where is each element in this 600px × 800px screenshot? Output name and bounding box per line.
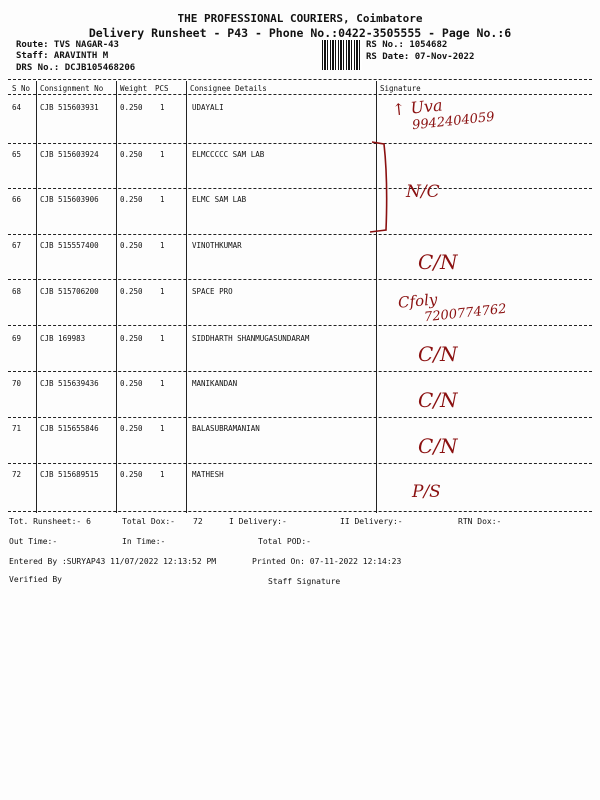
company-title: THE PROFESSIONAL COURIERS, Coimbatore <box>177 12 423 25</box>
row-divider <box>8 325 592 326</box>
table-row-weight: 0.250 <box>120 424 143 433</box>
table-row-consignee: VINOTHKUMAR <box>192 241 242 250</box>
table-row-pcs: 1 <box>160 195 165 204</box>
table-row-sno: 71 <box>12 424 22 433</box>
rs-no-label: RS No.: 1054682 <box>366 40 448 50</box>
signature-text-69: C/N <box>418 342 458 366</box>
table-header-rule <box>8 94 592 95</box>
total-pod: Total POD:- <box>258 537 311 546</box>
entered-by: Entered By :SURYAP43 11/07/2022 12:13:52 PM <box>9 557 217 566</box>
row-divider <box>8 143 592 144</box>
table-row-weight: 0.250 <box>120 103 143 112</box>
table-row-weight: 0.250 <box>120 195 143 204</box>
table-row-consignment: CJB 515655846 <box>40 424 99 433</box>
out-time: Out Time:- <box>9 537 58 546</box>
ii-delivery: II Delivery:- <box>340 517 403 526</box>
table-row-consignment: CJB 515557400 <box>40 241 99 250</box>
col-header-weight: Weight <box>120 84 148 93</box>
row-divider <box>8 511 592 512</box>
route-label: Route: TVS NAGAR-43 <box>16 40 119 50</box>
col-header-consignment: Consignment No <box>40 84 104 93</box>
row-divider <box>8 371 592 372</box>
table-row-consignee: ELMCCCCC SAM LAB <box>192 150 265 159</box>
signature-text-70: C/N <box>418 388 458 412</box>
col-divider <box>186 81 187 513</box>
table-row-consignee: SPACE PRO <box>192 287 233 296</box>
table-row-consignment: CJB 515603906 <box>40 195 99 204</box>
row-divider <box>8 234 592 235</box>
table-row-consignee: SIDDHARTH SHANMUGASUNDARAM <box>192 334 310 343</box>
table-row-weight: 0.250 <box>120 287 143 296</box>
table-row-weight: 0.250 <box>120 379 143 388</box>
table-row-consignment: CJB 515603931 <box>40 103 99 112</box>
table-row-sno: 68 <box>12 287 22 296</box>
table-row-pcs: 1 <box>160 334 165 343</box>
table-row-weight: 0.250 <box>120 241 143 250</box>
table-row-sno: 72 <box>12 470 22 479</box>
rs-date-label: RS Date: 07-Nov-2022 <box>366 52 475 62</box>
table-row-sno: 64 <box>12 103 22 112</box>
table-row-sno: 66 <box>12 195 22 204</box>
signature-text-66: N/C <box>406 182 440 202</box>
table-row-sno: 70 <box>12 379 22 388</box>
col-header-consignee: Consignee Details <box>190 84 267 93</box>
table-row-consignment: CJB 515603924 <box>40 150 99 159</box>
table-row-pcs: 1 <box>160 150 165 159</box>
table-row-consignee: MATHESH <box>192 470 224 479</box>
signature-text-71: C/N <box>418 434 458 458</box>
table-row-pcs: 1 <box>160 103 165 112</box>
row-divider <box>8 463 592 464</box>
signature-text-72: P/S <box>412 482 441 502</box>
table-row-consignee: MANIKANDAN <box>192 379 238 388</box>
col-header-sno: S No <box>12 84 31 93</box>
table-row-weight: 0.250 <box>120 334 143 343</box>
i-delivery: I Delivery:- <box>229 517 287 526</box>
verified-by: Verified By <box>9 575 62 584</box>
table-row-sno: 69 <box>12 334 22 343</box>
in-time: In Time:- <box>122 537 166 546</box>
drs-label: DRS No.: DCJB105468206 <box>16 63 136 73</box>
col-divider <box>116 81 117 513</box>
col-divider <box>36 81 37 513</box>
table-row-pcs: 1 <box>160 287 165 296</box>
total-dox-label: Total Dox:- <box>122 517 175 526</box>
row-divider <box>8 188 592 189</box>
signature-bracket <box>366 140 396 236</box>
table-row-consignment: CJB 515706200 <box>40 287 99 296</box>
row-divider <box>8 279 592 280</box>
staff-label: Staff: ARAVINTH M <box>16 51 109 61</box>
col-header-signature: Signature <box>380 84 421 93</box>
printed-on: Printed On: 07-11-2022 12:14:23 <box>252 557 402 566</box>
signature-text-68: 7200774762 <box>423 301 508 326</box>
table-row-consignment: CJB 169983 <box>40 334 86 343</box>
row-divider <box>8 417 592 418</box>
total-dox-value: 72 <box>193 517 203 526</box>
table-row-consignee: BALASUBRAMANIAN <box>192 424 260 433</box>
tot-runsheet: Tot. Runsheet:- 6 <box>9 517 91 526</box>
table-row-pcs: 1 <box>160 424 165 433</box>
table-row-weight: 0.250 <box>120 150 143 159</box>
runsheet-title: Delivery Runsheet - P43 - Phone No.:0422-3505555 - Page No.:6 <box>88 26 512 40</box>
table-top-rule <box>8 79 592 80</box>
signature-text-67: C/N <box>418 250 458 274</box>
table-row-consignee: UDAYALI <box>192 103 224 112</box>
table-row-sno: 67 <box>12 241 22 250</box>
rtn-dox: RTN Dox:- <box>458 517 502 526</box>
col-header-pcs: PCS <box>155 84 169 93</box>
table-row-weight: 0.250 <box>120 470 143 479</box>
barcode-image <box>322 40 362 70</box>
signature-text-64: 9942404059 <box>411 109 496 134</box>
table-row-pcs: 1 <box>160 241 165 250</box>
signature-mark-68: Cfoly <box>397 290 439 312</box>
table-row-consignment: CJB 515639436 <box>40 379 99 388</box>
table-row-consignment: CJB 515689515 <box>40 470 99 479</box>
staff-signature: Staff Signature <box>268 577 341 586</box>
table-row-pcs: 1 <box>160 379 165 388</box>
table-row-sno: 65 <box>12 150 22 159</box>
table-row-consignee: ELMC SAM LAB <box>192 195 247 204</box>
signature-mark-64: ↑ Uva <box>391 95 444 120</box>
table-row-pcs: 1 <box>160 470 165 479</box>
